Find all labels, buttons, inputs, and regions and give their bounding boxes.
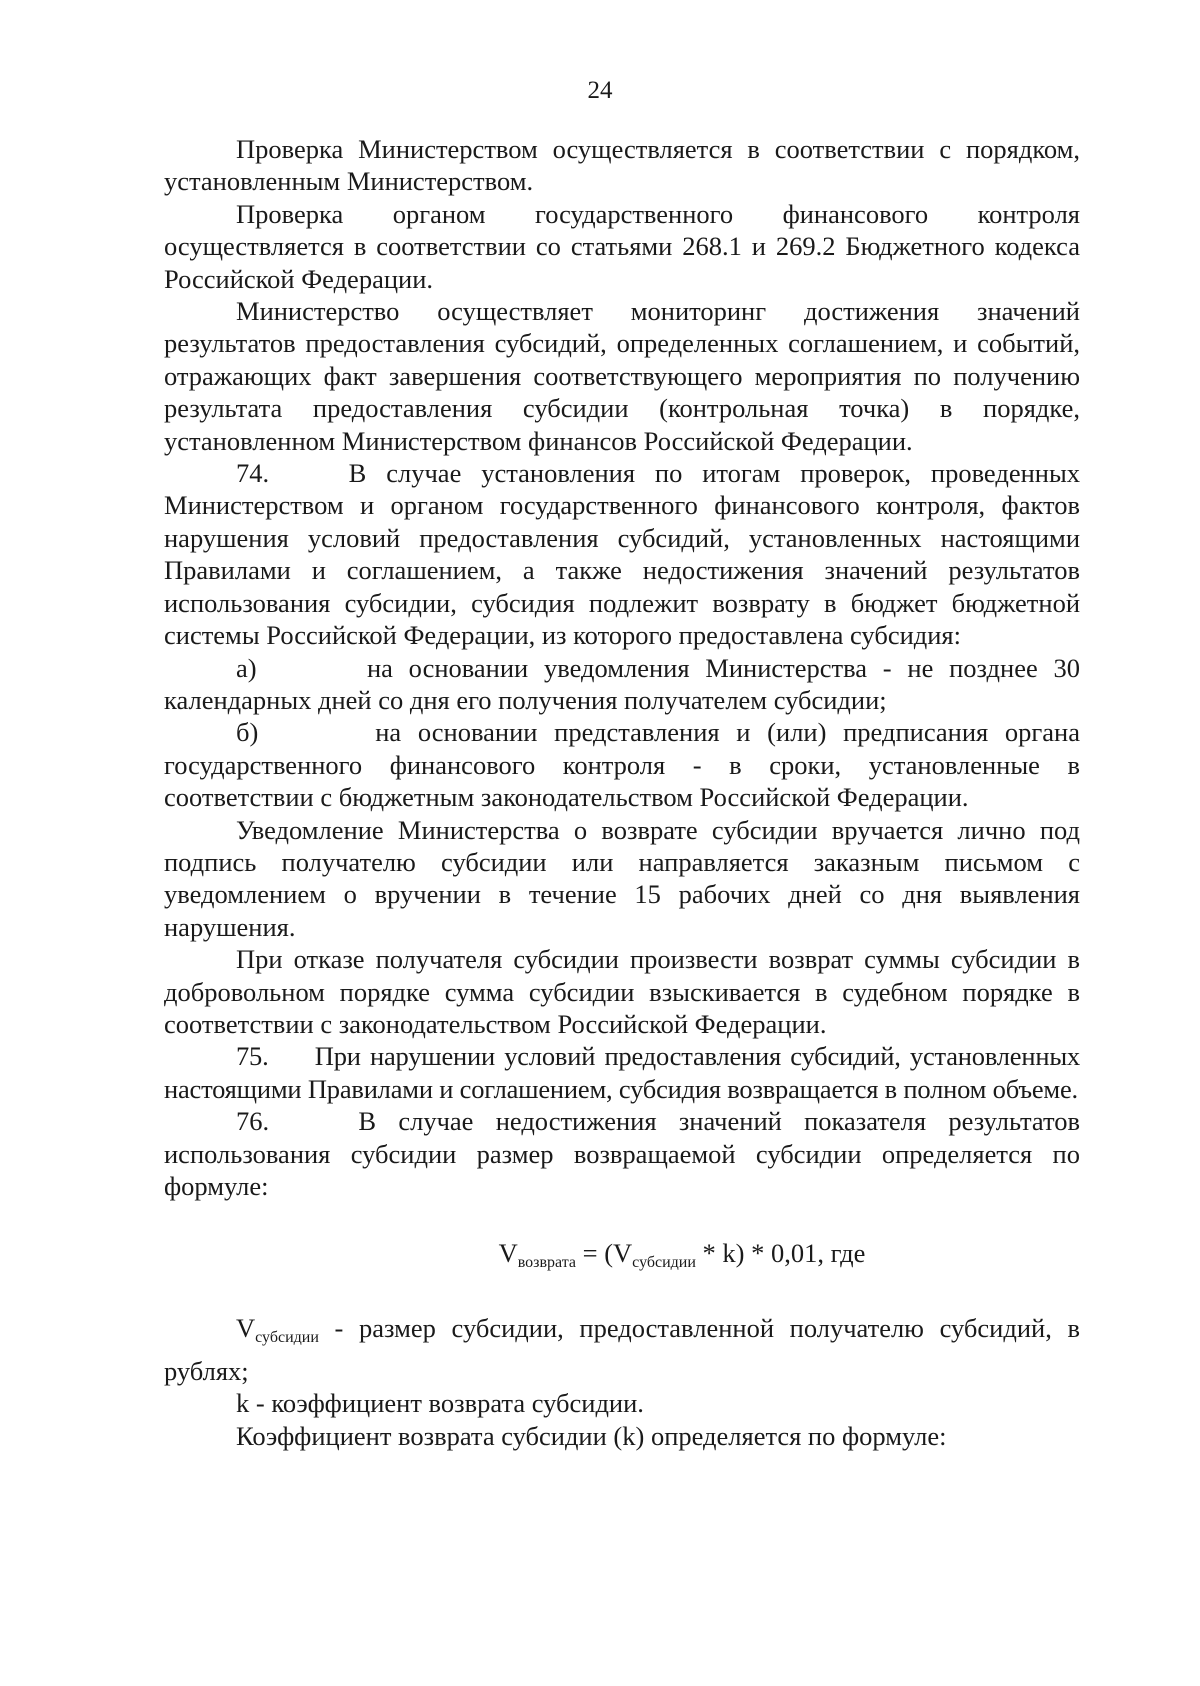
document-body (164, 133, 1080, 1452)
paragraph-monitoring: Министерство осуществляет мониторинг достижения значений результатов предоставления субсидий, определенных соглашением, и событий, отражающих факт завершения соответствующего мероприятия по получению результата предоставления субсидии (контрольная точка) в порядке, установленном Министерством финансов Российской Федерации. (164, 296, 1080, 456)
definition-v-subsidy (164, 1312, 1080, 1387)
paragraph-75: 75. При нарушении условий предоставления субсидий, установленных настоящими Правилами и соглашением, субсидия возвращается в полном объеме. (164, 1041, 1080, 1104)
paragraph-item-a: а) на основании уведомления Министерства - не позднее 30 календарных дней со дня его получения получателем субсидии; (164, 652, 1080, 715)
def-v-symbol: V (236, 1313, 256, 1344)
paragraph-ministry-check: Проверка Министерством осуществляется в соответствии с порядком, установленным Министерством. (164, 134, 1080, 197)
paragraph-notice: Уведомление Министерства о возврате субсидии вручается лично под подпись получателю субсидии или направляется заказным письмом с уведомлением о вручении в течение 15 рабочих дней со дня выявления нарушения. (164, 814, 1080, 942)
def-v-text: - размер субсидии, предоставленной получателю субсидий, в рублях; (164, 1313, 1080, 1386)
definition-k: k - коэффициент возврата субсидии. (236, 1388, 644, 1419)
paragraph-refusal: При отказе получателя субсидии произвести возврат суммы субсидии в добровольном порядке сумма субсидии взыскивается в судебном порядке в соответствии с законодательством Российской Федерации. (164, 944, 1080, 1039)
formula-sub-return: возврата (517, 1254, 576, 1272)
paragraph-item-b: б) на основании представления и (или) предписания органа государственного финансового контроля - в сроки, установленные в соответствии с бюджетным законодательством Российской Федерации. (164, 717, 1080, 813)
formula-eq-open: = (V (576, 1238, 633, 1269)
paragraph-financial-control-check: Проверка органом государственного финансового контроля осуществляется в соответствии со статьями 268.1 и 269.2 Бюджетного кодекса Российской Федерации. (164, 198, 1080, 294)
def-v-sub: субсидии (255, 1329, 319, 1347)
formula-tail: * k) * 0,01, где (695, 1238, 866, 1269)
return-formula (164, 1236, 1080, 1280)
paragraph-76: 76. В случае недостижения значений показателя результатов использования субсидии размер возвращаемой субсидии определяется по формуле: (164, 1106, 1080, 1201)
formula-sub-subsidy: субсидии (632, 1254, 696, 1272)
formula-v: V (498, 1238, 518, 1269)
paragraph-74: 74. В случае установления по итогам проверок, проведенных Министерством и органом государственного финансового контроля, фактов нарушения условий предоставления субсидий, установленных настоящими Правилами и соглашением, а также недостижения значений результатов использования субсидии, субсидия подлежит возврату в бюджет бюджетной системы Российской Федерации, из которого предоставлена субсидия: (164, 458, 1080, 651)
page-number: 24 (587, 77, 613, 104)
paragraph-k-formula-intro: Коэффициент возврата субсидии (k) определяется по формуле: (236, 1420, 947, 1451)
